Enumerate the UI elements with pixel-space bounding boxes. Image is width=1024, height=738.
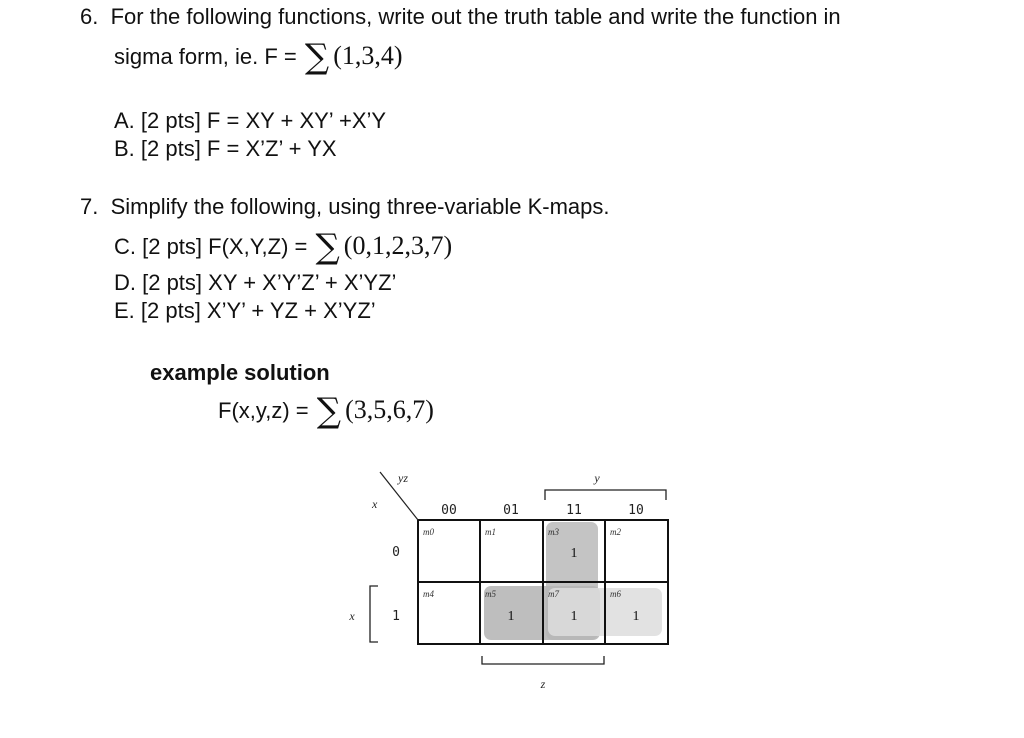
minterm-label: m7 bbox=[548, 589, 559, 599]
col-header-00: 00 bbox=[441, 503, 457, 518]
example-formula-label: F(x,y,z) = bbox=[218, 398, 309, 423]
z-variable-label: z bbox=[540, 677, 546, 691]
q6-text: For the following functions, write out the truth table and write the function in bbox=[110, 4, 841, 29]
sigma-symbol: ∑ bbox=[315, 227, 340, 267]
cell-value: 1 bbox=[570, 546, 578, 561]
minterm-label: m1 bbox=[485, 527, 496, 537]
sigma-symbol: ∑ bbox=[316, 391, 342, 431]
z-bracket bbox=[482, 656, 604, 664]
y-bracket bbox=[545, 490, 666, 500]
minterm-label: m4 bbox=[423, 589, 434, 599]
q7-part-c-label: C. [2 pts] F(X,Y,Z) = bbox=[114, 234, 308, 259]
row-header-1: 1 bbox=[392, 609, 400, 624]
minterm-label: m3 bbox=[548, 527, 559, 537]
q7-part-e: E. [2 pts] X’Y’ + YZ + X’YZ’ bbox=[114, 298, 376, 323]
minterm-label: m0 bbox=[423, 527, 434, 537]
y-variable-label: y bbox=[594, 471, 600, 485]
col-header-11: 11 bbox=[566, 503, 582, 518]
minterm-label: m5 bbox=[485, 589, 496, 599]
q6-example-terms: (1,3,4) bbox=[333, 41, 403, 70]
example-heading: example solution bbox=[150, 360, 330, 385]
q7-text: Simplify the following, using three-variable K-maps. bbox=[110, 194, 610, 219]
x-variable-label: x bbox=[349, 609, 355, 623]
corner-yz-label: yz bbox=[398, 471, 408, 485]
minterm-label: m6 bbox=[610, 589, 621, 599]
q7-number: 7. bbox=[80, 194, 99, 219]
x-bracket bbox=[370, 586, 378, 642]
cell-value: 1 bbox=[570, 609, 578, 624]
q7-part-c-terms: (0,1,2,3,7) bbox=[343, 231, 453, 260]
minterm-label: m2 bbox=[610, 527, 621, 537]
q6-part-b: B. [2 pts] F = X’Z’ + YX bbox=[114, 136, 337, 161]
corner-x-label: x bbox=[372, 497, 378, 511]
q6-part-a: A. [2 pts] F = XY + XY’ +X’Y bbox=[114, 108, 387, 133]
q6-sigma-label: sigma form, ie. F = bbox=[114, 44, 297, 69]
q6-number: 6. bbox=[80, 4, 99, 29]
cell-value: 1 bbox=[632, 609, 640, 624]
row-header-0: 0 bbox=[392, 545, 400, 560]
example-terms: (3,5,6,7) bbox=[345, 395, 434, 424]
q7-part-d: D. [2 pts] XY + X’Y’Z’ + X’YZ’ bbox=[114, 270, 397, 295]
cell-value: 1 bbox=[507, 609, 515, 624]
col-header-10: 10 bbox=[628, 503, 644, 518]
col-header-01: 01 bbox=[503, 503, 519, 518]
sigma-symbol: ∑ bbox=[304, 37, 330, 77]
